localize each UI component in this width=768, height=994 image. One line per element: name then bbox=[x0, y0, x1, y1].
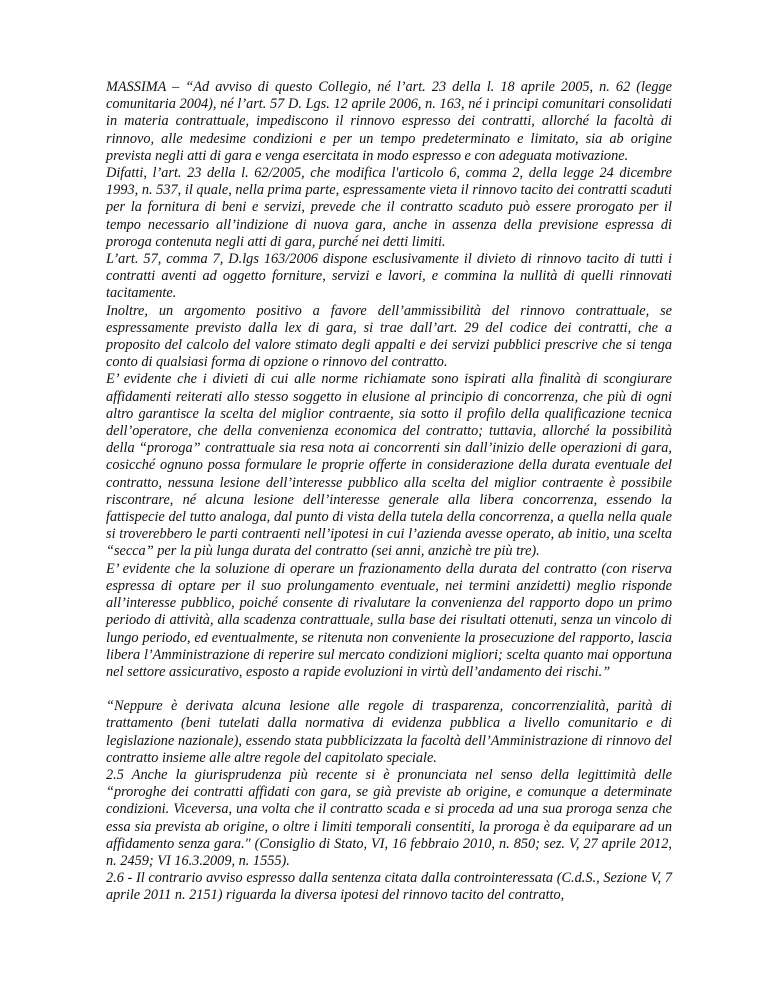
paragraph-neppure: “Neppure è derivata alcuna lesione alle regole di trasparenza, concorrenzialità, parità di trattamento (beni tutelati dalla normativa di evidenza pubblica a livello comunitario e di legislazione nazionale), essendo stata pubblicizzata la facoltà dell’Amministrazione di rinnovo del contratto insieme alle altre regole del capitolato speciale. bbox=[106, 698, 672, 766]
paragraph-inoltre: Inoltre, un argomento positivo a favore dell’ammissibilità del rinnovo contrattuale, se espressamente previsto dalla lex di gara, si trae dall’art. 29 del codice dei contratti, che a proposito del calcolo del valore stimato degli appalti e dei servizi pubblici prescrive che si tenga conto di qualsiasi forma di opzione o rinnovo del contratto. bbox=[106, 302, 672, 371]
document-page bbox=[106, 79, 672, 905]
paragraph-frazionamento: E’ evidente che la soluzione di operare un frazionamento della durata del contratto (con riserva espressa di optare per il suo prolungamento eventuale, nei termini anzidetti) meglio risponde all’interesse pubblico, poiché consente di rivalutare la convenienza del rapporto dopo un primo periodo di attività, alla scadenza contrattuale, sulla base dei risultati ottenuti, senza un vincolo di lungo periodo, ed eventualmente, se ritenuta non conveniente la prosecuzione del rapporto, lascia libera l’Amministrazione di reperire sul mercato condizioni migliori; scelta quanto mai opportuna nel settore assicurativo, esposto a rapide evoluzioni in virtù dell’andamento dei rischi.” bbox=[106, 560, 672, 680]
paragraph-divieti: E’ evidente che i divieti di cui alle norme richiamate sono ispirati alla finalità di scongiurare affidamenti reiterati allo stesso soggetto in elusione al principio di concorrenza, che più di ogni altro garantisce la scelta del miglior contraente, sia sotto il profilo della qualificazione tecnica dell’operatore, che della convenienza economica del contratto; tuttavia, allorché la possibilità della “proroga” contrattuale sia resa nota ai concorrenti sin dall’inizio delle operazioni di gara, cosicché ognuno possa formulare le proprie offerte in considerazione della durata eventuale del contratto, nessuna lesione dell’interesse pubblico alla scelta del miglior contraente è possibile riscontrare, né alcuna lesione dell’interesse generale alla libera concorrenza, essendo la fattispecie del tutto analoga, dal punto di vista della tutela della concorrenza, a quella nella quale si troverebbero le parti contraenti nell’ipotesi in cui l’azienda avesse operato, ab initio, una scelta “secca” per la più lunga durata del contratto (sei anni, anzichè tre più tre). bbox=[106, 371, 672, 560]
paragraph-2-6: 2.6 - Il contrario avviso espresso dalla sentenza citata dalla controinteressata (C.d.S., Sezione V, 7 aprile 2011 n. 2151) riguarda la diversa ipotesi del rinnovo tacito del contratto, bbox=[106, 870, 672, 904]
paragraph-massima: MASSIMA – “Ad avviso di questo Collegio, né l’art. 23 della l. 18 aprile 2005, n. 62 (legge comunitaria 2004), né l’art. 57 D. Lgs. 12 aprile 2006, n. 163, né i principi comunitari consolidati in materia contrattuale, impediscono il rinnovo espresso dei contratti, allorché la facoltà di rinnovo, alle medesime condizioni e per un tempo predeterminato e limitato, sia ab origine prevista negli atti di gara e venga esercitata in modo espresso e con adeguata motivazione. bbox=[106, 79, 672, 164]
paragraph-2-5: 2.5 Anche la giurisprudenza più recente si è pronunciata nel senso della legittimità delle “proroghe dei contratti affidati con gara, se già previste ab origine, e comunque a determinate condizioni. Viceversa, una volta che il contratto scada e si proceda ad una sua proroga senza che essa sia prevista ab origine, o oltre i limiti temporali consentiti, la proroga è da equiparare ad un affidamento senza gara." (Consiglio di Stato, VI, 16 febbraio 2010, n. 850; sez. V, 27 aprile 2012, n. 2459; VI 16.3.2009, n. 1555). bbox=[106, 766, 672, 869]
paragraph-art57: L’art. 57, comma 7, D.lgs 163/2006 dispone esclusivamente il divieto di rinnovo tacito di tutti i contratti aventi ad oggetto forniture, servizi e lavori, e commina la nullità di quelli rinnovati tacitamente. bbox=[106, 251, 672, 302]
paragraph-difatti: Difatti, l’art. 23 della l. 62/2005, che modifica l'articolo 6, comma 2, della legge 24 dicembre 1993, n. 537, il quale, nella prima parte, espressamente vieta il rinnovo tacito dei contratti scaduti per la fornitura di beni e servizi, prevede che il contratto scaduto può essere prorogato per il tempo necessario all’indizione di nuova gara, anche in assenza della previsione espressa di proroga contenuta negli atti di gara, purché nei detti limiti. bbox=[106, 165, 672, 250]
paragraph-spacer bbox=[106, 681, 672, 698]
